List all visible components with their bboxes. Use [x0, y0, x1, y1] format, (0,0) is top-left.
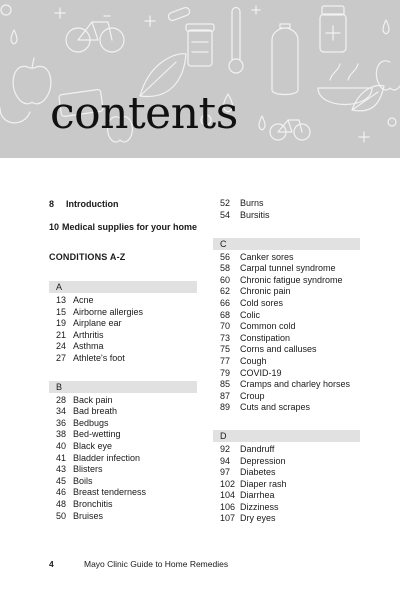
toc-entry[interactable] — [49, 353, 197, 365]
toc-page-number: 15 — [56, 306, 67, 317]
apple-icon — [13, 58, 51, 104]
toc-entry-name: Cuts and scrapes — [240, 402, 311, 413]
pill-bottle-icon — [186, 24, 214, 66]
thermometer-icon — [229, 8, 243, 74]
bicycle-icon — [66, 16, 124, 52]
toc-entry-name: Cramps and charley horses — [240, 379, 351, 390]
toc-entry-name: Boils — [73, 475, 93, 486]
toc-entry-name: Diarrhea — [240, 490, 275, 501]
toc-page-number: 34 — [56, 406, 67, 417]
toc-page-number: 107 — [220, 513, 236, 524]
toc-entry[interactable] — [213, 356, 360, 368]
toc-entry-name: Bronchitis — [73, 498, 113, 509]
section-list-a — [49, 295, 197, 365]
toc-entry-name: Blisters — [73, 464, 103, 475]
toc-page-number: 38 — [56, 429, 67, 440]
toc-entry[interactable] — [213, 263, 360, 275]
section-letter-bar-b: B — [49, 381, 197, 393]
pill-bottle-icon — [320, 6, 346, 52]
toc-entry[interactable] — [213, 490, 360, 502]
bowl-icon — [318, 64, 372, 105]
toc-entry-name: Acne — [73, 295, 94, 305]
toc-entry[interactable] — [49, 341, 197, 353]
toc-intro-item[interactable] — [49, 198, 197, 210]
toc-entry-name: Dandruff — [240, 443, 275, 454]
toc-page-number: 60 — [220, 274, 231, 285]
toc-page-number: 54 — [220, 209, 231, 220]
toc-entry-name: Carpal tunnel syndrome — [240, 263, 336, 274]
toc-page-number: 52 — [220, 198, 231, 208]
toc-page-number: 58 — [220, 263, 231, 274]
toc-page-number: 48 — [56, 498, 67, 509]
toc-page-number: 41 — [56, 452, 67, 463]
toc-page-number: 50 — [56, 510, 67, 521]
toc-page-number: 87 — [220, 390, 231, 401]
toc-entry[interactable] — [49, 476, 197, 488]
section-letter-bar-d: D — [213, 430, 360, 442]
toc-entry-name: Chronic pain — [240, 286, 291, 297]
toc-entry-name: Airplane ear — [73, 318, 122, 329]
toc-entry-name: Arthritis — [73, 329, 104, 340]
toc-entry[interactable] — [213, 502, 360, 514]
toc-page-number: 10 — [49, 222, 60, 232]
toc-entry[interactable] — [49, 429, 197, 441]
toc-entry[interactable] — [213, 402, 360, 414]
toc-page-number: 36 — [56, 417, 67, 428]
section-letter-bar-c: C — [213, 238, 360, 250]
toc-entry[interactable] — [213, 321, 360, 333]
toc-entry[interactable] — [213, 479, 360, 491]
toc-entry[interactable] — [49, 499, 197, 511]
toc-entry[interactable] — [49, 295, 197, 307]
toc-entry[interactable] — [213, 333, 360, 345]
toc-page-number: 13 — [56, 295, 67, 305]
toc-page-number: 56 — [220, 251, 231, 262]
toc-page-number: 92 — [220, 443, 231, 454]
toc-entry-name: Diaper rash — [240, 478, 287, 489]
toc-entry[interactable] — [213, 210, 360, 222]
toc-left-column — [49, 198, 197, 522]
water-bottle-icon — [272, 24, 298, 95]
toc-page-number: 77 — [220, 355, 231, 366]
toc-entry-name: COVID-19 — [240, 367, 282, 378]
toc-entry-name: Dry eyes — [240, 513, 276, 524]
toc-entry-label: Medical supplies for your home — [61, 222, 197, 232]
toc-entry-name: Airborne allergies — [73, 306, 144, 317]
toc-entry[interactable] — [213, 368, 360, 380]
toc-page-number: 19 — [56, 318, 67, 329]
toc-page-number: 85 — [220, 379, 231, 390]
footer-page-number: 4 — [49, 559, 54, 569]
toc-entry[interactable] — [49, 330, 197, 342]
page-footer — [49, 559, 228, 569]
toc-page-number: 68 — [220, 309, 231, 320]
toc-entry[interactable] — [49, 307, 197, 319]
section-list-c — [213, 252, 360, 414]
toc-entry-name: Depression — [240, 455, 286, 466]
toc-entry-name: Cold sores — [240, 297, 284, 308]
toc-entry[interactable] — [213, 513, 360, 525]
toc-entry[interactable] — [49, 406, 197, 418]
bowl-icon — [0, 108, 30, 123]
toc-entry[interactable] — [49, 395, 197, 407]
toc-entry[interactable] — [49, 464, 197, 476]
toc-entry-name: Cough — [240, 355, 267, 366]
toc-page-number: 21 — [56, 329, 67, 340]
bicycle-icon — [270, 120, 310, 140]
toc-entry[interactable] — [213, 444, 360, 456]
toc-page-number: 40 — [56, 440, 67, 451]
toc-page-number: 27 — [56, 352, 67, 363]
toc-intro-item[interactable] — [49, 221, 197, 233]
toc-entry-name: Common cold — [240, 321, 296, 332]
toc-entry[interactable] — [49, 511, 197, 523]
toc-entry-name: Diabetes — [240, 467, 276, 478]
toc-page-number: 79 — [220, 367, 231, 378]
toc-entry-name: Corns and calluses — [240, 344, 317, 355]
footer-book-title: Mayo Clinic Guide to Home Remedies — [84, 559, 229, 569]
toc-entry-name: Chronic fatigue syndrome — [240, 274, 343, 285]
toc-entry-name: Athlete's foot — [73, 352, 125, 363]
toc-right-column — [213, 198, 360, 525]
toc-page-number: 28 — [56, 394, 67, 405]
toc-entry-name: Back pain — [73, 394, 113, 405]
toc-entry-name: Breast tenderness — [73, 487, 147, 498]
toc-page-number: 104 — [220, 490, 236, 501]
toc-page-number: 46 — [56, 487, 67, 498]
toc-entry[interactable] — [213, 391, 360, 403]
toc-page-number: 43 — [56, 464, 67, 475]
toc-entry-name: Bruises — [73, 510, 104, 521]
toc-page-number: 45 — [56, 475, 67, 486]
conditions-heading: CONDITIONS A-Z — [49, 252, 126, 262]
toc-entry[interactable] — [213, 298, 360, 310]
toc-entry[interactable] — [213, 275, 360, 287]
toc-entry[interactable] — [49, 453, 197, 465]
toc-page-number: 89 — [220, 402, 231, 413]
toc-entry-name: Colic — [240, 309, 261, 320]
section-letter-bar-a: A — [49, 281, 197, 293]
toc-entry[interactable] — [213, 252, 360, 264]
toc-entry[interactable] — [213, 344, 360, 356]
toc-page-number: 97 — [220, 467, 231, 478]
toc-page-number: 8 — [49, 199, 55, 209]
toc-page-number: 106 — [220, 501, 236, 512]
toc-entry[interactable] — [213, 310, 360, 322]
toc-entry-name: Burns — [240, 198, 264, 208]
toc-entry[interactable] — [49, 487, 197, 499]
toc-entry[interactable] — [213, 467, 360, 479]
toc-entry-name: Bad breath — [73, 406, 118, 417]
toc-page-number: 24 — [56, 341, 67, 352]
toc-entry-name: Bursitis — [240, 209, 270, 220]
section-list-b-continued — [213, 198, 360, 222]
section-list-b — [49, 395, 197, 523]
toc-entry-name: Croup — [240, 390, 265, 401]
toc-entry[interactable] — [49, 441, 197, 453]
toc-entry-name: Black eye — [73, 440, 113, 451]
leaf-icon — [352, 86, 384, 111]
page-title: contents — [50, 88, 238, 139]
toc-entry-name: Bladder infection — [73, 452, 141, 463]
toc-page-number: 102 — [220, 478, 236, 489]
pill-icon — [167, 6, 190, 21]
toc-page-number: 73 — [220, 332, 231, 343]
toc-page-number: 75 — [220, 344, 231, 355]
toc-page-number: 66 — [220, 297, 231, 308]
toc-page-number: 70 — [220, 321, 231, 332]
toc-entry-label: Introduction — [66, 199, 119, 209]
toc-entry-name: Dizziness — [240, 501, 279, 512]
toc-entry[interactable] — [213, 456, 360, 468]
toc-entry-name: Asthma — [73, 341, 104, 352]
toc-page-number: 62 — [220, 286, 231, 297]
toc-entry-name: Constipation — [240, 332, 291, 343]
toc-entry-name: Bed-wetting — [73, 429, 121, 440]
toc-entry-name: Canker sores — [240, 251, 294, 262]
toc-entry-name: Bedbugs — [73, 417, 109, 428]
toc-entry[interactable] — [49, 318, 197, 330]
toc-page-number: 94 — [220, 455, 231, 466]
section-list-d — [213, 444, 360, 525]
toc-entry[interactable] — [49, 418, 197, 430]
toc-entry[interactable] — [213, 286, 360, 298]
toc-entry[interactable] — [213, 198, 360, 210]
toc-entry[interactable] — [213, 379, 360, 391]
